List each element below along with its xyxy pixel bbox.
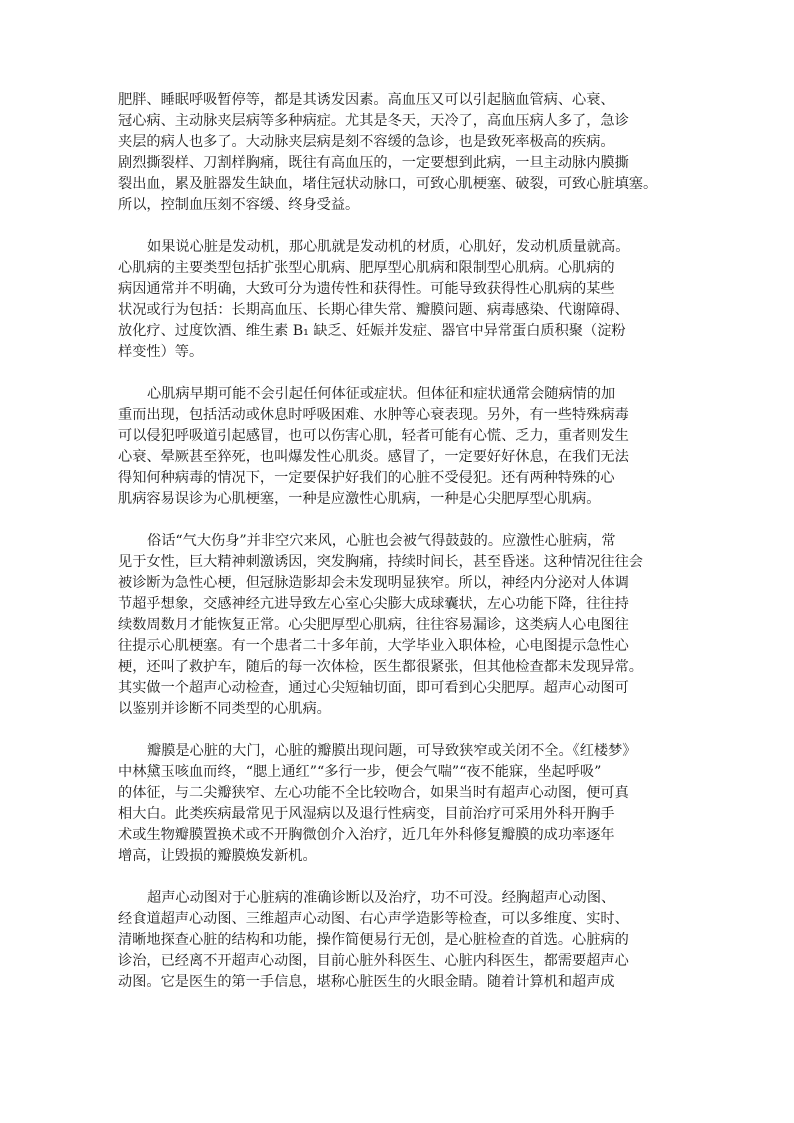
text-line: 术或生物瓣膜置换术或不开胸微创介入治疗，近几年外科修复瓣膜的成功率逐年 xyxy=(118,827,615,843)
text-line: 病因通常并不明确，大致可分为遗传性和获得性。可能导致获得性心肌病的某些 xyxy=(118,281,615,297)
paragraph-cardiomyopathy-types xyxy=(118,237,688,363)
text-line: 动图。它是医生的第一手信息，堪称心脏医生的火眼金睛。随着计算机和超声成 xyxy=(118,974,615,990)
text-line: 节超乎想象，交感神经亢进导致左心室心尖膨大成球囊状，左心功能下降，往往持 xyxy=(118,596,629,612)
text-line: 往提示心肌梗塞。有一个患者二十多年前，大学毕业入职体检，心电图提示急性心 xyxy=(118,638,629,654)
text-line: 超声心动图对于心脏病的准确诊断以及治疗，功不可没。经胸超声心动图、 xyxy=(147,890,616,906)
text-line: 所以，控制血压刻不容缓、终身受益。 xyxy=(118,197,360,213)
text-line: 心肌病早期可能不会引起任何体征或症状。但体征和症状通常会随病情的加 xyxy=(147,386,616,402)
text-line: 心衰、晕厥甚至猝死，也叫爆发性心肌炎。感冒了，一定要好好休息，在我们无法 xyxy=(118,449,629,465)
text-line: 的体征，与二尖瓣狭窄、左心功能不全比较吻合，如果当时有超声心动图，便可真 xyxy=(118,785,629,801)
document-page xyxy=(118,90,688,1014)
text-line: 增高，让毁损的瓣膜焕发新机。 xyxy=(118,848,317,864)
text-line: 中林黛玉咳血而终，“腮上通红”“多行一步，便会气喘”“夜不能寐，坐起呼吸” xyxy=(118,764,602,780)
text-line: 相大白。此类疾病最常见于风湿病以及退行性病变，目前治疗可采用外科开胸手 xyxy=(118,806,615,822)
text-line: 续数周数月才能恢复正常。心尖肥厚型心肌病，往往容易漏诊，这类病人心电图往 xyxy=(118,617,629,633)
paragraph-echocardiography xyxy=(118,888,688,993)
text-line: 被诊断为急性心梗，但冠脉造影却会未发现明显狭窄。所以，神经内分泌对人体调 xyxy=(118,575,629,591)
text-line: 样变性）等。 xyxy=(118,344,204,360)
text-line: 经食道超声心动图、三维超声心动图、右心声学造影等检查，可以多维度、实时、 xyxy=(118,911,629,927)
text-line: 诊治，已经离不开超声心动图，目前心脏外科医生、心脏内科医生，都需要超声心 xyxy=(118,953,629,969)
text-line: 夹层的病人也多了。大动脉夹层病是刻不容缓的急诊，也是致死率极高的疾病。 xyxy=(118,134,615,150)
text-line: 可以侵犯呼吸道引起感冒，也可以伤害心肌，轻者可能有心慌、乏力，重者则发生 xyxy=(118,428,629,444)
paragraph-hypertension xyxy=(118,90,688,216)
paragraph-valves xyxy=(118,741,688,867)
text-line: 肥胖、睡眠呼吸暂停等，都是其诱发因素。高血压又可以引起脑血管病、心衰、 xyxy=(118,92,615,108)
text-line: 冠心病、主动脉夹层病等多种病症。尤其是冬天，天冷了，高血压病人多了，急诊 xyxy=(118,113,629,129)
paragraph-stress-cardiomyopathy xyxy=(118,531,688,720)
text-line: 瓣膜是心脏的大门，心脏的瓣膜出现问题，可导致狭窄或关闭不全。《红楼梦》 xyxy=(147,743,637,759)
text-line: 重而出现，包括活动或休息时呼吸困难、水肿等心衰表现。另外，有一些特殊病毒 xyxy=(118,407,629,423)
text-line: 以鉴别并诊断不同类型的心肌病。 xyxy=(118,701,331,717)
text-line: 梗，还叫了救护车，随后的每一次体检，医生都很紧张，但其他检查都未发现异常。 xyxy=(118,659,643,675)
text-line: 如果说心脏是发动机，那心肌就是发动机的材质，心肌好，发动机质量就高。 xyxy=(147,239,630,255)
paragraph-cardiomyopathy-symptoms xyxy=(118,384,688,510)
text-line: 状况或行为包括：长期高血压、长期心律失常、瓣膜问题、病毒感染、代谢障碍、 xyxy=(118,302,629,318)
text-line: 清晰地探查心脏的结构和功能，操作简便易行无创，是心脏检查的首选。心脏病的 xyxy=(118,932,629,948)
text-line: 俗话“气大伤身”并非空穴来风，心脏也会被气得鼓鼓的。应激性心脏病，常 xyxy=(147,533,616,549)
text-line: 肌病容易误诊为心肌梗塞，一种是应激性心肌病，一种是心尖肥厚型心肌病。 xyxy=(118,491,601,507)
text-line: 剧烈撕裂样、刀割样胸痛，既往有高血压的，一定要想到此病，一旦主动脉内膜撕 xyxy=(118,155,629,171)
text-line: 得知何种病毒的情况下，一定要保护好我们的心脏不受侵犯。还有两种特殊的心 xyxy=(118,470,615,486)
text-line: 其实做一个超声心动检查，通过心尖短轴切面，即可看到心尖肥厚。超声心动图可 xyxy=(118,680,629,696)
text-line: 放化疗、过度饮酒、维生素 B₁ 缺乏、妊娠并发症、器官中异常蛋白质积聚（淀粉 xyxy=(118,323,626,339)
text-line: 心肌病的主要类型包括扩张型心肌病、肥厚型心肌病和限制型心肌病。心肌病的 xyxy=(118,260,615,276)
text-line: 见于女性，巨大精神刺激诱因，突发胸痛，持续时间长，甚至昏迷。这种情况往往会 xyxy=(118,554,643,570)
text-line: 裂出血，累及脏器发生缺血，堵住冠状动脉口，可致心肌梗塞、破裂，可致心脏填塞。 xyxy=(118,176,658,192)
